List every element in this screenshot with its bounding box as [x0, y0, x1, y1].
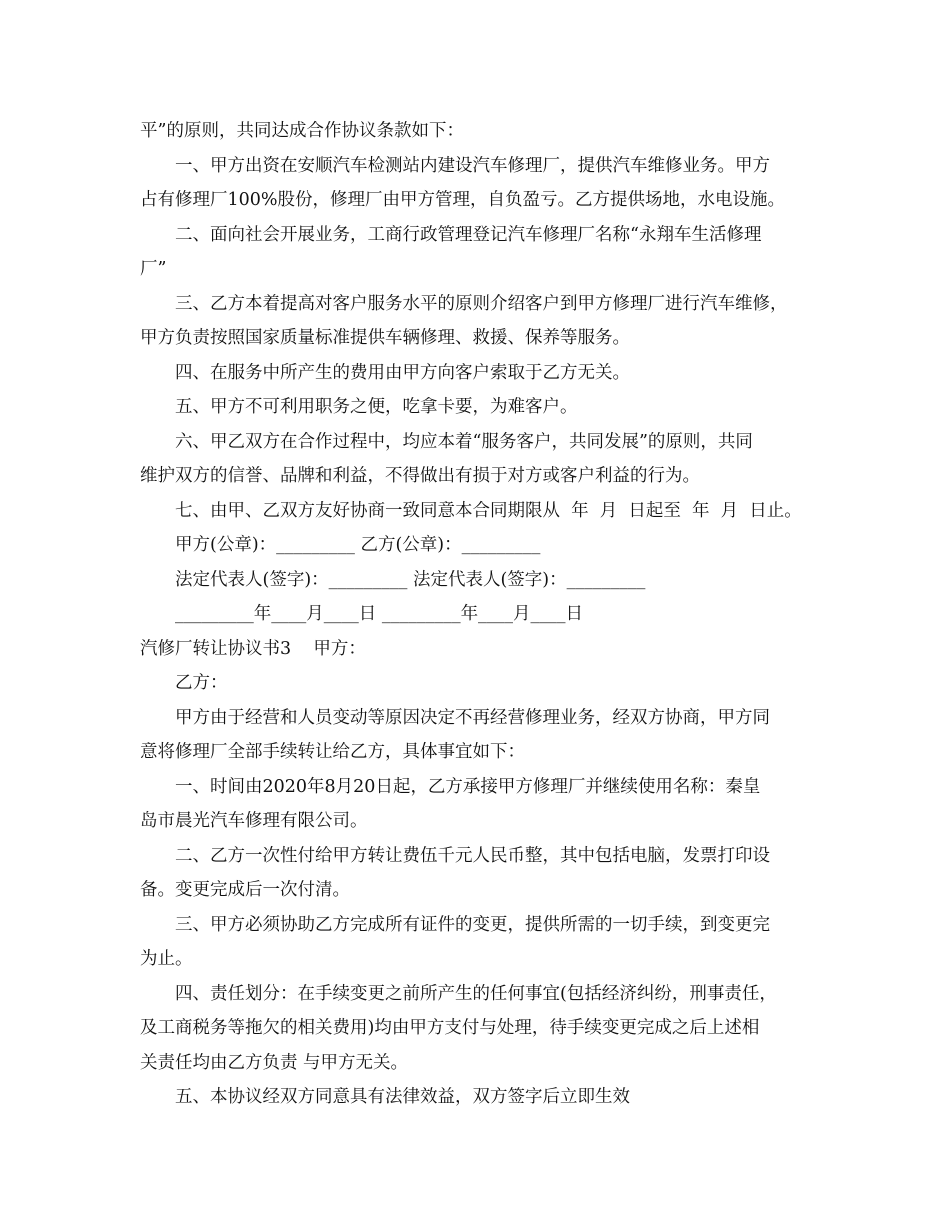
transfer-clause-1-line: 一、时间由2020年8月20日起，乙方承接甲方修理厂并继续使用名称：秦皇 — [175, 777, 761, 797]
transfer-clause-2-line: 备。变更完成后一次付清。 — [140, 880, 350, 900]
clause-3-line: 三、乙方本着提高对客户服务水平的原则介绍客户到甲方修理厂进行汽车维修， — [175, 294, 788, 314]
transfer-clause-5-line: 五、本协议经双方同意具有法律效益，双方签字后立即生效 — [175, 1087, 630, 1107]
transfer-clause-2-line: 二、乙方一次性付给甲方转让费伍千元人民币整，其中包括电脑，发票打印设 — [175, 846, 770, 866]
agreement-title: 汽修厂转让协议书3 甲方： — [140, 639, 366, 659]
clause-1-line: 占有修理厂100%股份，修理厂由甲方管理，自负盈亏。乙方提供场地，水电设施。 — [140, 190, 786, 210]
party-b-line: 乙方： — [175, 673, 228, 693]
clause-3-line: 甲方负责按照国家质量标准提供车辆修理、救援、保养等服务。 — [140, 328, 630, 348]
date-line: _________年____月____日 _________年____月____日 — [175, 604, 584, 624]
intro-line: 甲方由于经营和人员变动等原因决定不再经营修理业务，经双方协商，甲方同 — [175, 708, 770, 728]
clause-6-line: 维护双方的信誉、品牌和利益，不得做出有损于对方或客户利益的行为。 — [140, 466, 700, 486]
clause-7-line: 七、由甲、乙双方友好协商一致同意本合同期限从 年 月 日起至 年 月 日止。 — [175, 501, 802, 521]
clause-4-line: 四、在服务中所产生的费用由甲方向客户索取于乙方无关。 — [175, 363, 630, 383]
transfer-clause-4-line: 及工商税务等拖欠的相关费用)均由甲方支付与处理，待手续变更完成之后上述相 — [140, 1018, 760, 1038]
clause-1-line: 一、甲方出资在安顺汽车检测站内建设汽车修理厂，提供汽车维修业务。甲方 — [175, 156, 770, 176]
clause-6-line: 六、甲乙双方在合作过程中，均应本着“服务客户，共同发展”的原则，共同 — [175, 432, 753, 452]
transfer-clause-4-line: 关责任均由乙方负责 与甲方无关。 — [140, 1053, 409, 1073]
paragraph-line: 平”的原则，共同达成合作协议条款如下： — [140, 121, 464, 141]
signature-line: 法定代表人(签字)：_________ 法定代表人(签字)：_________ — [175, 570, 646, 590]
clause-5-line: 五、甲方不可利用职务之便，吃拿卡要，为难客户。 — [175, 397, 578, 417]
seal-line: 甲方(公章)：_________ 乙方(公章)：_________ — [175, 535, 541, 555]
clause-2-line: 二、面向社会开展业务，工商行政管理登记汽车修理厂名称“永翔车生活修理 — [175, 225, 762, 245]
transfer-clause-3-line: 为止。 — [140, 949, 193, 969]
transfer-clause-1-line: 岛市晨光汽车修理有限公司。 — [140, 811, 368, 831]
clause-2-line: 厂” — [140, 259, 167, 279]
intro-line: 意将修理厂全部手续转让给乙方，具体事宜如下： — [140, 742, 525, 762]
transfer-clause-3-line: 三、甲方必须协助乙方完成所有证件的变更，提供所需的一切手续，到变更完 — [175, 915, 770, 935]
transfer-clause-4-line: 四、责任划分：在手续变更之前所产生的任何事宜(包括经济纠纷，刑事责任， — [175, 984, 777, 1004]
